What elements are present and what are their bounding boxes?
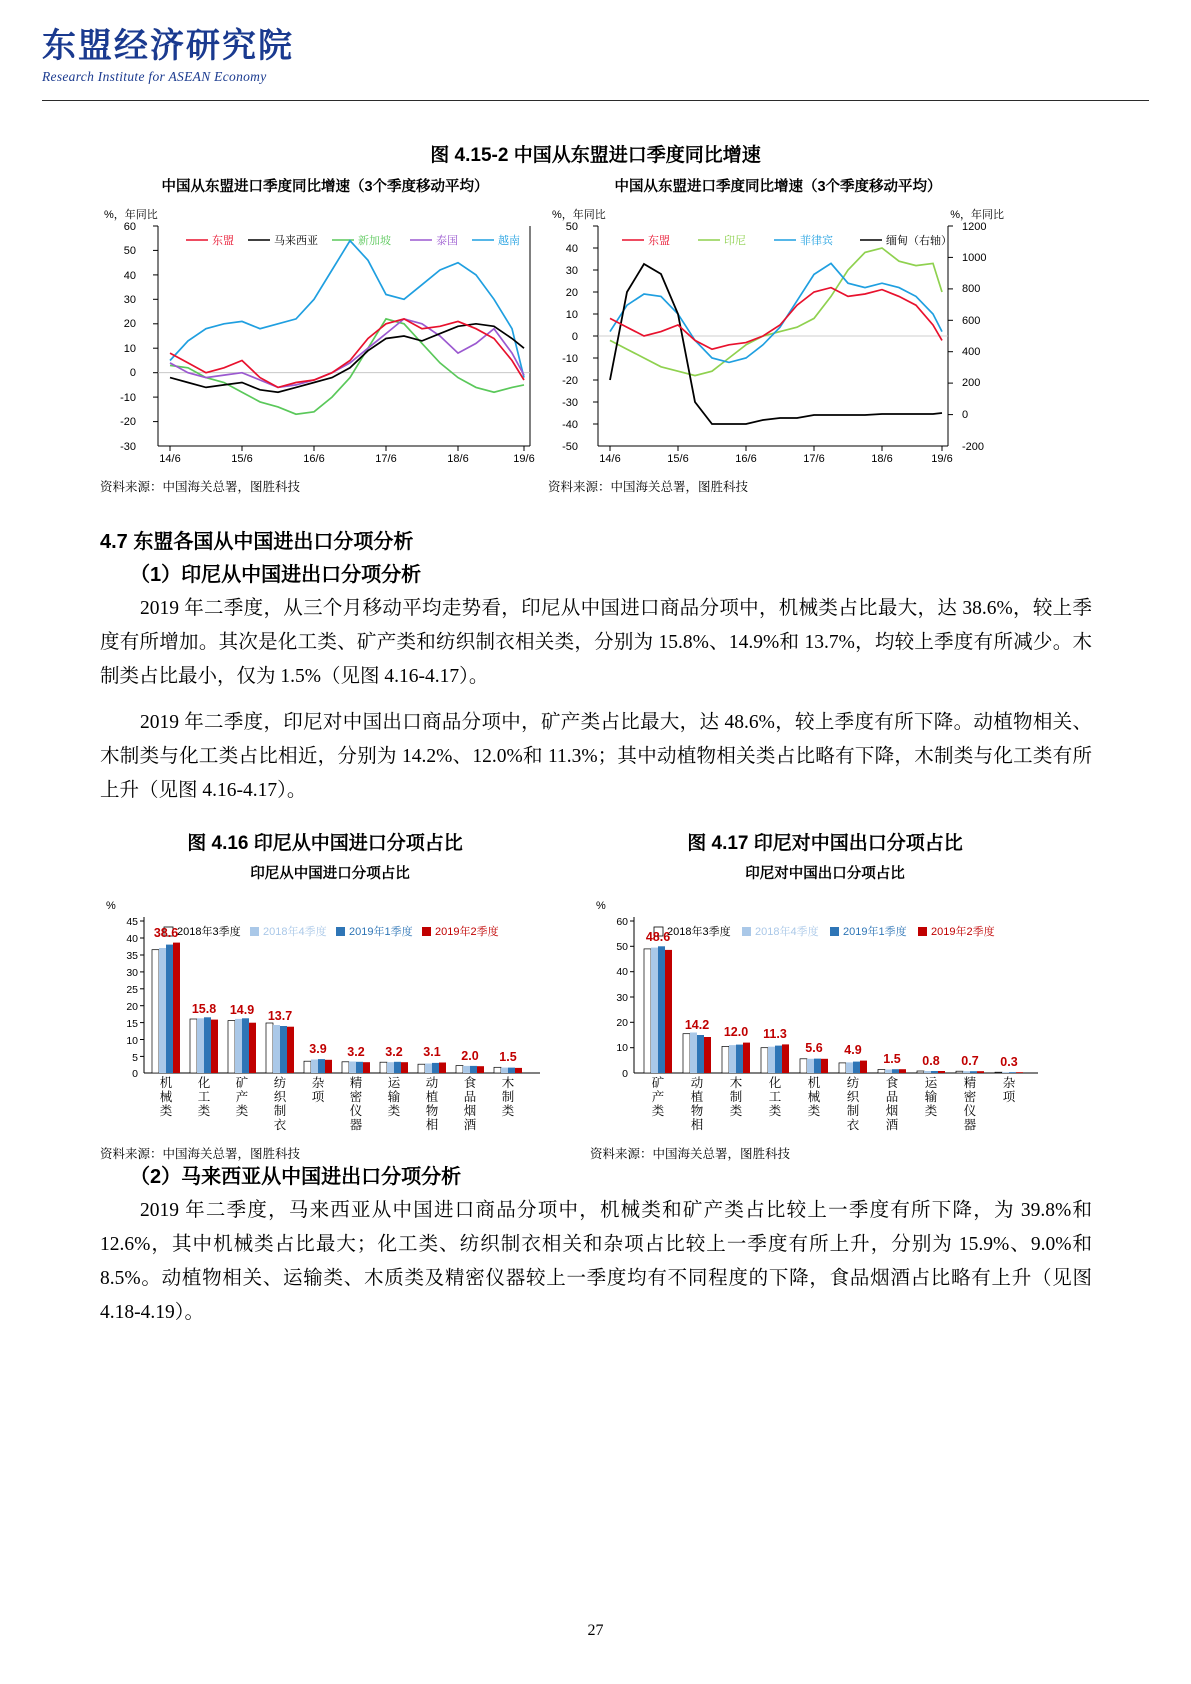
figure-415-2-caption: 图 4.15-2 中国从东盟进口季度同比增速	[430, 145, 761, 166]
svg-text:制: 制	[729, 1090, 743, 1104]
svg-text:械: 械	[807, 1090, 821, 1104]
svg-text:菲律宾: 菲律宾	[800, 235, 833, 247]
source-416: 资料来源：中国海关总署，图胜科技	[100, 1147, 301, 1161]
svg-text:20: 20	[616, 1017, 628, 1029]
svg-text:15.8: 15.8	[191, 1002, 217, 1016]
figure-415-2-left	[100, 175, 550, 495]
svg-text:机: 机	[807, 1076, 821, 1090]
header-divider	[42, 100, 1149, 101]
svg-text:衣: 衣	[273, 1118, 287, 1132]
svg-text:%，年同比: %，年同比	[552, 209, 606, 221]
bar-chart-416	[100, 883, 560, 1133]
svg-text:产: 产	[651, 1090, 665, 1104]
svg-text:12.0: 12.0	[723, 1025, 749, 1039]
svg-text:械: 械	[159, 1090, 173, 1104]
svg-text:类: 类	[235, 1104, 249, 1118]
svg-text:14.2: 14.2	[684, 1018, 710, 1032]
svg-text:14/6: 14/6	[159, 453, 181, 465]
svg-text:0.3: 0.3	[1000, 1055, 1018, 1069]
svg-text:2018年4季度: 2018年4季度	[755, 926, 819, 938]
svg-text:织: 织	[273, 1090, 287, 1104]
svg-text:类: 类	[501, 1104, 515, 1118]
svg-text:19/6: 19/6	[513, 453, 535, 465]
source-left: 资料来源：中国海关总署，图胜科技	[100, 480, 301, 494]
svg-text:器: 器	[349, 1118, 363, 1132]
svg-text:杂: 杂	[311, 1076, 325, 1090]
svg-text:40: 40	[123, 270, 136, 282]
subsection-heading-47-1: （1）印尼从中国进出口分项分析	[130, 564, 422, 586]
svg-text:项: 项	[311, 1090, 325, 1104]
svg-text:15/6: 15/6	[231, 453, 253, 465]
svg-text:2.0: 2.0	[461, 1049, 479, 1063]
svg-text:类: 类	[729, 1104, 743, 1118]
svg-text:运: 运	[387, 1076, 401, 1090]
svg-text:16/6: 16/6	[735, 453, 757, 465]
svg-text:木: 木	[501, 1076, 515, 1090]
svg-text:相: 相	[425, 1118, 439, 1132]
svg-text:30: 30	[616, 992, 628, 1004]
svg-text:植: 植	[425, 1090, 439, 1104]
svg-text:酒: 酒	[463, 1118, 477, 1132]
svg-text:类: 类	[197, 1104, 211, 1118]
svg-text:动: 动	[690, 1076, 704, 1090]
line-chart-left	[100, 196, 550, 476]
svg-text:0.8: 0.8	[922, 1054, 940, 1068]
svg-text:17/6: 17/6	[803, 453, 825, 465]
svg-text:越南: 越南	[498, 235, 520, 247]
chart-title-417: 印尼对中国出口分项占比	[745, 866, 905, 882]
svg-text:衣: 衣	[846, 1118, 860, 1132]
svg-text:1000: 1000	[962, 252, 987, 264]
svg-text:5: 5	[132, 1052, 138, 1064]
svg-text:19/6: 19/6	[931, 453, 953, 465]
svg-text:-30: -30	[562, 397, 578, 409]
source-417: 资料来源：中国海关总署，图胜科技	[590, 1147, 791, 1161]
svg-text:2018年3季度: 2018年3季度	[177, 926, 241, 938]
svg-text:物: 物	[690, 1104, 704, 1118]
svg-text:48.6: 48.6	[645, 930, 671, 944]
svg-text:38.6: 38.6	[153, 926, 179, 940]
svg-text:相: 相	[690, 1118, 704, 1132]
svg-text:-40: -40	[562, 419, 578, 431]
svg-text:40: 40	[126, 933, 138, 945]
svg-text:30: 30	[565, 265, 578, 277]
svg-text:%: %	[596, 900, 606, 912]
svg-text:动: 动	[425, 1076, 439, 1090]
svg-text:%，年同比: %，年同比	[104, 209, 158, 221]
svg-text:杂: 杂	[1002, 1076, 1016, 1090]
svg-text:1200: 1200	[962, 221, 987, 233]
figure-416	[100, 862, 560, 1162]
svg-text:物: 物	[425, 1104, 439, 1118]
svg-text:新加坡: 新加坡	[358, 235, 391, 247]
svg-text:800: 800	[962, 283, 981, 295]
svg-text:3.1: 3.1	[423, 1045, 441, 1059]
svg-text:东盟: 东盟	[648, 235, 670, 247]
svg-text:制: 制	[273, 1104, 287, 1118]
figure-417	[590, 862, 1060, 1162]
bar-chart-417	[590, 883, 1060, 1133]
svg-text:运: 运	[924, 1076, 938, 1090]
svg-text:10: 10	[565, 309, 578, 321]
svg-text:工: 工	[197, 1090, 211, 1104]
svg-text:酒: 酒	[885, 1118, 899, 1132]
svg-text:品: 品	[885, 1090, 899, 1104]
svg-text:18/6: 18/6	[871, 453, 893, 465]
svg-text:30: 30	[123, 294, 136, 306]
source-right: 资料来源：中国海关总署，图胜科技	[548, 480, 749, 494]
svg-text:10: 10	[126, 1035, 138, 1047]
svg-text:0: 0	[962, 409, 969, 421]
svg-text:食: 食	[463, 1076, 477, 1090]
svg-text:5.6: 5.6	[805, 1041, 823, 1055]
svg-text:密: 密	[963, 1090, 977, 1104]
svg-text:-10: -10	[120, 392, 136, 404]
svg-text:密: 密	[349, 1090, 363, 1104]
svg-text:精: 精	[349, 1076, 363, 1090]
svg-text:13.7: 13.7	[267, 1009, 293, 1023]
svg-text:印尼: 印尼	[724, 235, 746, 247]
paragraph-3: 2019 年二季度，马来西亚从中国进口商品分项中，机械类和矿产类占比较上一季度有所下降，为 39.8%和 12.6%，其中机械类占比最大；化工类、纺织制衣相关和杂项占比较上一季度有所上升，分别为 15.9%、9.0%和 8.5%。动植物相关、运输类、木质类及精密仪器较上一季度均有不同程度的下降，食品烟酒占比略有上升（见图 4.18-4.19）。	[100, 1200, 1092, 1323]
svg-text:-20: -20	[562, 375, 578, 387]
svg-text:11.3: 11.3	[763, 1027, 787, 1041]
svg-text:20: 20	[123, 318, 136, 330]
svg-text:40: 40	[616, 966, 628, 978]
svg-text:18/6: 18/6	[447, 453, 469, 465]
svg-text:30: 30	[126, 967, 138, 979]
svg-text:织: 织	[846, 1090, 860, 1104]
svg-text:烟: 烟	[885, 1104, 899, 1118]
chart-title-left: 中国从东盟进口季度同比增速（3个季度移动平均）	[161, 179, 489, 195]
svg-text:2019年1季度: 2019年1季度	[843, 926, 907, 938]
svg-text:0.7: 0.7	[961, 1054, 979, 1068]
svg-text:化: 化	[768, 1076, 782, 1090]
svg-text:25: 25	[126, 984, 138, 996]
svg-text:60: 60	[123, 221, 136, 233]
svg-text:矿: 矿	[235, 1076, 249, 1090]
svg-text:2019年2季度: 2019年2季度	[931, 926, 995, 938]
svg-text:-20: -20	[120, 416, 136, 428]
svg-text:木: 木	[729, 1076, 743, 1090]
svg-text:泰国: 泰国	[436, 235, 458, 247]
subsection-heading-47-2: （2）马来西亚从中国进出口分项分析	[130, 1166, 462, 1188]
svg-text:2018年4季度: 2018年4季度	[263, 926, 327, 938]
svg-text:0: 0	[132, 1068, 138, 1080]
svg-text:类: 类	[387, 1104, 401, 1118]
page-header	[42, 18, 1149, 85]
svg-text:机: 机	[159, 1076, 173, 1090]
svg-text:2018年3季度: 2018年3季度	[667, 926, 731, 938]
svg-text:4.9: 4.9	[844, 1043, 862, 1057]
svg-text:工: 工	[768, 1090, 782, 1104]
svg-text:植: 植	[690, 1090, 704, 1104]
svg-text:类: 类	[159, 1104, 173, 1118]
svg-text:17/6: 17/6	[375, 453, 397, 465]
svg-text:1.5: 1.5	[883, 1052, 901, 1066]
svg-text:1.5: 1.5	[499, 1050, 517, 1064]
svg-text:类: 类	[924, 1104, 938, 1118]
svg-text:400: 400	[962, 346, 981, 358]
svg-text:3.9: 3.9	[309, 1042, 327, 1056]
svg-text:东盟: 东盟	[212, 235, 234, 247]
svg-text:-30: -30	[120, 441, 136, 453]
svg-text:缅甸（右轴）: 缅甸（右轴）	[886, 235, 952, 247]
svg-text:0: 0	[129, 367, 136, 379]
svg-text:产: 产	[235, 1090, 249, 1104]
svg-text:烟: 烟	[463, 1104, 477, 1118]
svg-text:14/6: 14/6	[599, 453, 621, 465]
svg-text:0: 0	[622, 1068, 628, 1080]
svg-text:50: 50	[616, 941, 628, 953]
svg-text:马来西亚: 马来西亚	[274, 235, 318, 247]
svg-text:-50: -50	[562, 441, 578, 453]
chart-title-416: 印尼从中国进口分项占比	[250, 866, 410, 882]
svg-text:化: 化	[197, 1076, 211, 1090]
svg-text:品: 品	[463, 1090, 477, 1104]
figure-417-caption: 图 4.17 印尼对中国出口分项占比	[687, 833, 963, 854]
svg-text:45: 45	[126, 916, 138, 928]
svg-text:类: 类	[768, 1104, 782, 1118]
svg-text:类: 类	[807, 1104, 821, 1118]
svg-text:%: %	[106, 900, 116, 912]
svg-text:16/6: 16/6	[303, 453, 325, 465]
svg-text:仪: 仪	[349, 1104, 363, 1118]
svg-text:60: 60	[616, 916, 628, 928]
svg-text:食: 食	[885, 1076, 899, 1090]
svg-text:40: 40	[565, 243, 578, 255]
svg-text:类: 类	[651, 1104, 665, 1118]
svg-text:制: 制	[846, 1104, 860, 1118]
section-heading-47: 4.7 东盟各国从中国进出口分项分析	[100, 531, 414, 553]
svg-text:项: 项	[1002, 1090, 1016, 1104]
svg-text:0: 0	[571, 331, 578, 343]
svg-text:输: 输	[924, 1090, 938, 1104]
svg-text:矿: 矿	[651, 1076, 665, 1090]
svg-text:%，年同比: %，年同比	[950, 209, 1004, 221]
svg-text:10: 10	[123, 343, 136, 355]
svg-text:-10: -10	[562, 353, 578, 365]
svg-text:10: 10	[616, 1042, 628, 1054]
paragraph-1: 2019 年二季度，从三个月移动平均走势看，印尼从中国进口商品分项中，机械类占比最大，达 38.6%，较上季度有所增加。其次是化工类、矿产类和纺织制衣相关类，分别为 15.8%、14.9%和 13.7%，均较上季度有所减少。木制类占比最小，仅为 1.5%（见图 4.16-4.17）。	[100, 598, 1092, 687]
svg-text:精: 精	[963, 1076, 977, 1090]
institute-name-cn: 东盟经济研究院	[42, 28, 294, 65]
svg-text:50: 50	[565, 221, 578, 233]
page-number: 27	[587, 1622, 604, 1639]
svg-text:3.2: 3.2	[385, 1045, 403, 1059]
paragraph-2: 2019 年二季度，印尼对中国出口商品分项中，矿产类占比最大，达 48.6%，较上季度有所下降。动植物相关、木制类与化工类占比相近，分别为 14.2%、12.0%和 11.3%；其中动植物相关类占比略有下降，木制类与化工类有所上升（见图 4.16-4.17）。	[100, 712, 1092, 801]
svg-text:输: 输	[387, 1090, 401, 1104]
svg-text:600: 600	[962, 315, 981, 327]
line-chart-right	[548, 196, 1008, 476]
svg-text:15/6: 15/6	[667, 453, 689, 465]
svg-text:纺: 纺	[846, 1076, 860, 1090]
institute-name-en: Research Institute for ASEAN Economy	[42, 69, 267, 84]
svg-text:制: 制	[501, 1090, 515, 1104]
svg-text:14.9: 14.9	[229, 1003, 255, 1017]
svg-text:15: 15	[126, 1018, 138, 1030]
svg-text:纺: 纺	[273, 1076, 287, 1090]
svg-text:仪: 仪	[963, 1104, 977, 1118]
svg-text:3.2: 3.2	[347, 1045, 365, 1059]
svg-text:2019年2季度: 2019年2季度	[435, 926, 499, 938]
svg-text:200: 200	[962, 377, 981, 389]
svg-text:35: 35	[126, 950, 138, 962]
svg-text:-200: -200	[962, 441, 985, 453]
figure-416-caption: 图 4.16 印尼从中国进口分项占比	[187, 833, 463, 854]
svg-text:器: 器	[963, 1118, 977, 1132]
svg-text:50: 50	[123, 245, 136, 257]
svg-text:20: 20	[126, 1001, 138, 1013]
chart-title-right: 中国从东盟进口季度同比增速（3个季度移动平均）	[614, 179, 942, 195]
figure-415-2-right	[548, 175, 1008, 495]
svg-text:2019年1季度: 2019年1季度	[349, 926, 413, 938]
svg-text:20: 20	[565, 287, 578, 299]
